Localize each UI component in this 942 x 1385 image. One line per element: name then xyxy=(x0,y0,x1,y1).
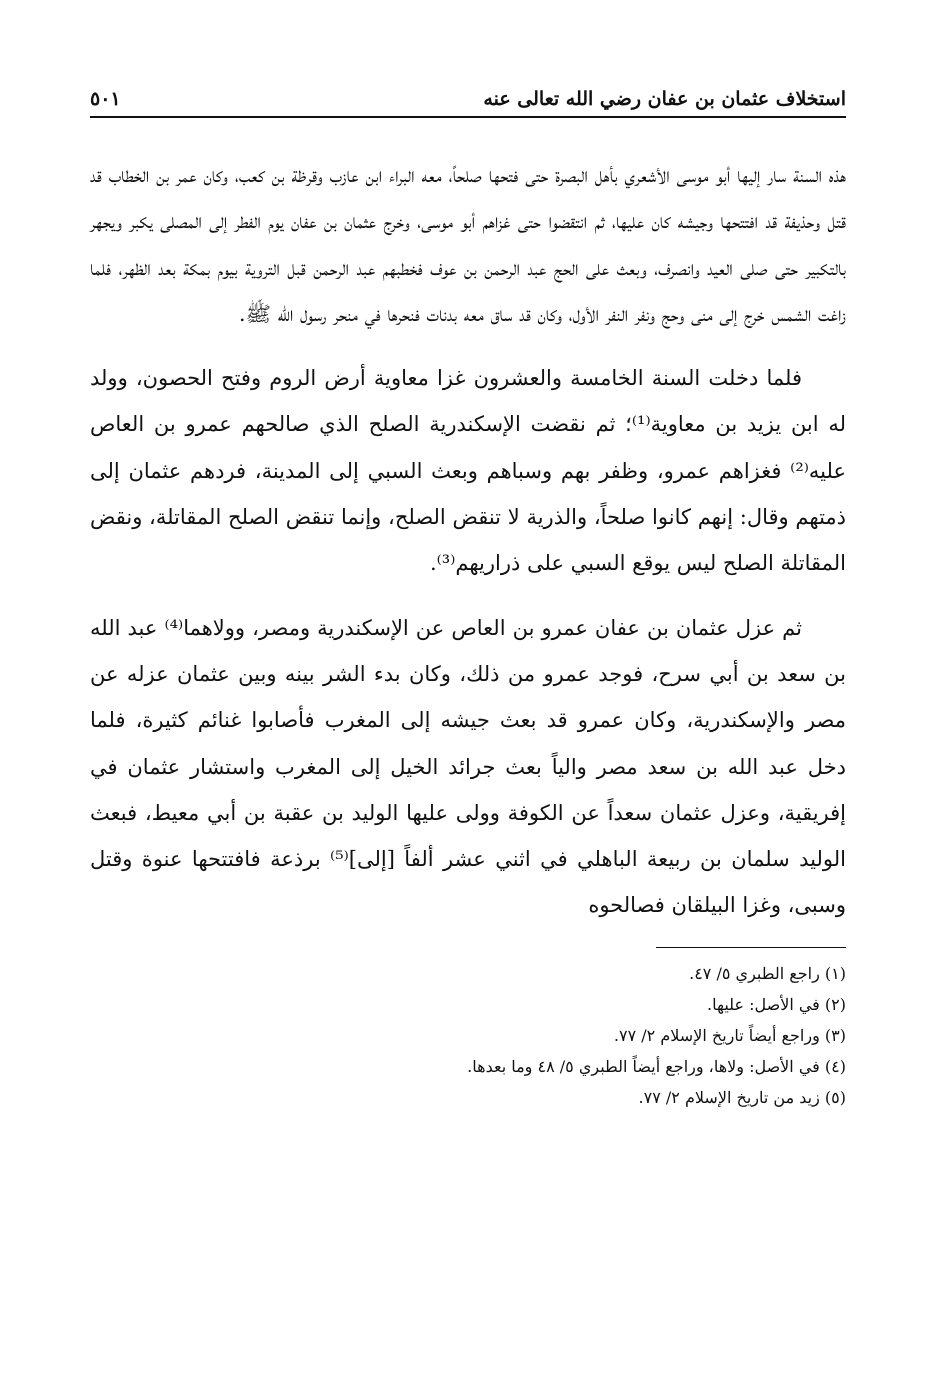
main-text xyxy=(90,152,846,929)
paragraph-3: ثم عزل عثمان بن عفان عمرو بن العاص عن الإسكندرية ومصر، وولاهما⁽⁴⁾ عبد الله بن سعد بن أبي سرح، فوجد عمرو من ذلك، وكان بدء الشر بينه وبين عثمان عزله عن مصر والإسكندرية، وكان عمرو قد بعث جيشه إلى المغرب فأصابوا غنائم كثيرة، فلما دخل عبد الله بن سعد مصر والياً بعث جرائد الخيل إلى المغرب واستشار عثمان في إفريقية، وعزل عثمان سعداً عن الكوفة وولى عليها الوليد بن عقبة بن أبي معيط، فبعث الوليد سلمان بن ربيعة الباهلي في اثني عشر ألفاً [إلى]⁽⁵⁾ برذعة فافتتحها عنوة وقتل وسبى، وغزا البيلقان فصالحوه xyxy=(90,615,846,918)
footnote-2: (٢) في الأصل: عليها. xyxy=(707,994,846,1014)
running-title: استخلاف عثمان بن عفان رضي الله تعالى عنه xyxy=(483,88,846,110)
paragraph-1: هذه السنة سار إليها أبو موسى الأشعري بأهل البصرة حتى فتحها صلحاً، معه البراء ابن عازب وقرظة بن كعب، وكان عمر بن الخطاب قد قتل وحذيفة قد افتتحها وجيشه كان عليها، ثم انتقضوا حتى غزاهم أبو موسى، وخرج عثمان بن عفان يوم الفطر إلى المصلى يكبر ويجهر بالتكبير حتى صلى العيد وانصرف، وبعث على الحج عبد الرحمن بن عوف فخطبهم عبد الرحمن قبل التروية بيوم بمكة بعد الظهر، فلما زاغت الشمس خرج إلى منى وحج ونفر النفر الأول، وكان قد ساق معه بدنات فنحرها في منحر رسول الله ﷺ. xyxy=(90,163,846,326)
book-page xyxy=(90,88,846,1325)
footnotes xyxy=(90,958,846,1113)
paragraph-2: فلما دخلت السنة الخامسة والعشرون غزا معاوية أرض الروم وفتح الحصون، وولد له ابن يزيد بن معاوية⁽¹⁾؛ ثم نقضت الإسكندرية الصلح الذي صالحهم عمرو بن العاص عليه⁽²⁾ فغزاهم عمرو، وظفر بهم وسباهم وبعث السبي إلى المدينة، فردهم عثمان إلى ذمتهم وقال: إنهم كانوا صلحاً، والذرية لا تنقض الصلح، وإنما تنقض الصلح المقاتلة، ونقض المقاتلة الصلح ليس يوقع السبي على ذراريهم⁽³⁾. xyxy=(90,366,846,576)
footnote-1: (١) راجع الطبري ٥/ ٤٧. xyxy=(689,963,846,983)
footnote-separator xyxy=(656,947,846,948)
footnote-5: (٥) زيد من تاريخ الإسلام ٢/ ٧٧. xyxy=(638,1087,846,1107)
page-number: ٥٠١ xyxy=(90,88,121,110)
footnote-3: (٣) وراجع أيضاً تاريخ الإسلام ٢/ ٧٧. xyxy=(613,1025,846,1045)
footnote-4: (٤) في الأصل: ولاها، وراجع أيضاً الطبري ٥/ ٤٨ وما بعدها. xyxy=(467,1056,846,1076)
running-header xyxy=(90,88,846,118)
